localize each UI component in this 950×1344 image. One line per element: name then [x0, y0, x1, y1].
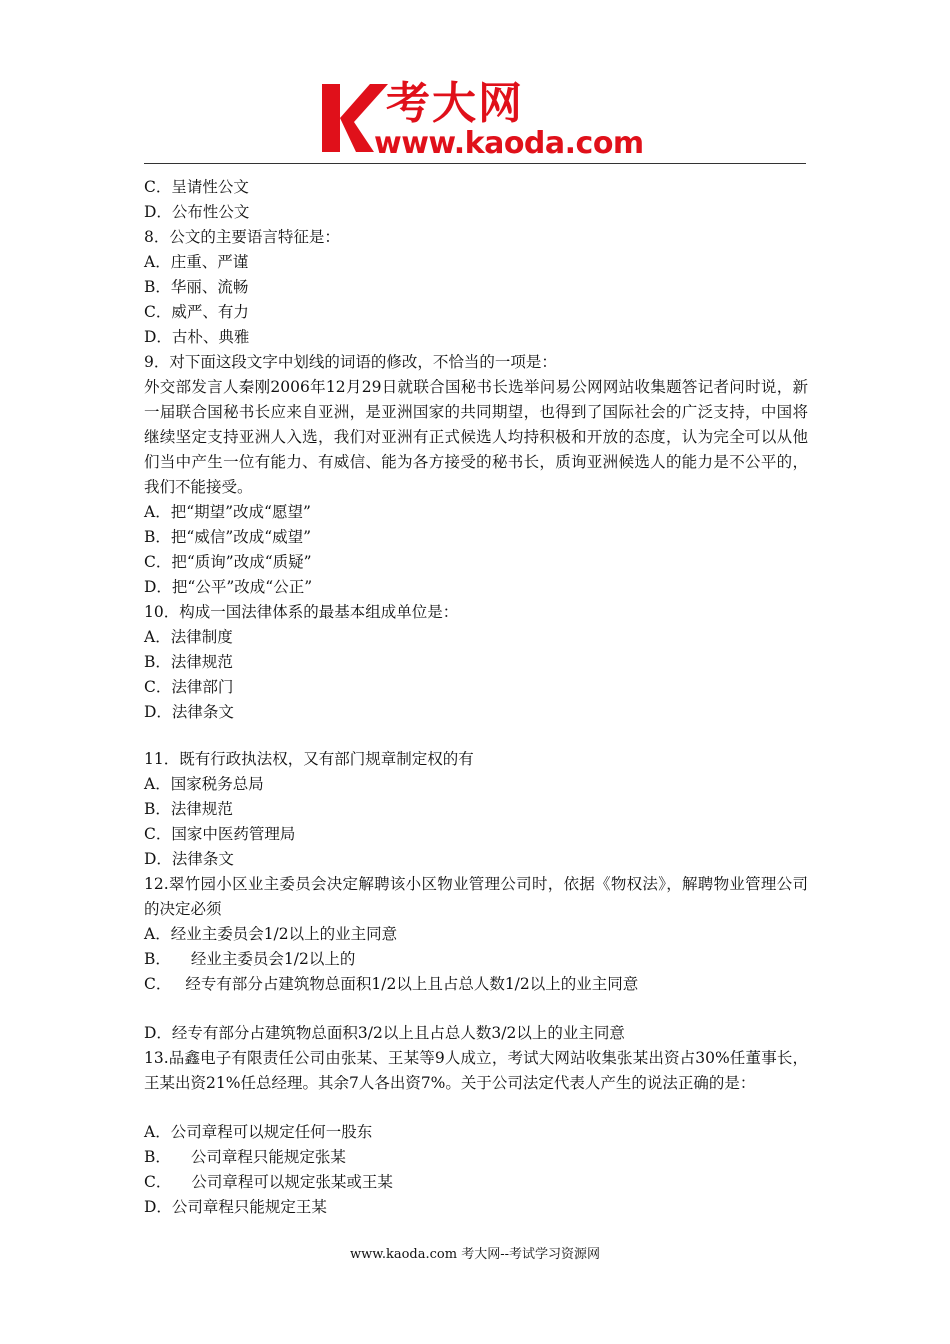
q9-passage: 外交部发言人秦刚2006年12月29日就联合国秘书长选举问易公网网站收集题答记者问时说，新一届联合国秘书长应来自亚洲，是亚洲国家的共同期望，也得到了国际社会的广泛支持，中国将继续坚定支持亚洲人入选，我们对亚洲有正式候选人均持积极和开放的态度，认为完全可以从他们当中产生一位有能力、有威信、能为各方接受的秘书长，质询亚洲候选人的能力是不公平的，我们不能接受。	[144, 378, 808, 496]
logo-chinese-name: 考大网	[386, 78, 524, 129]
kaoda-logo	[318, 78, 648, 160]
blank-line	[144, 725, 808, 747]
q9-option-b: B．把“威信”改成“威望”	[144, 528, 312, 546]
question-8: 8．公文的主要语言特征是：	[144, 228, 340, 246]
document-body	[144, 175, 808, 1220]
q13-option-b	[144, 1145, 808, 1170]
q12-option-b	[144, 947, 808, 972]
logo-url: www.kaoda.com	[374, 126, 644, 161]
q11-option-d: D．法律条文	[144, 850, 234, 868]
q9-option-a: A．把“期望”改成“愿望”	[144, 503, 311, 521]
question-10: 10．构成一国法律体系的最基本组成单位是：	[144, 603, 459, 621]
q8-option-a: A．庄重、严谨	[144, 253, 249, 271]
q13-option-b-text: 公司章程只能规定张某	[190, 1148, 346, 1166]
q12-option-a: A．经业主委员会1/2以上的业主同意	[144, 925, 398, 943]
q11-option-a: A．国家税务总局	[144, 775, 264, 793]
q13-option-c	[144, 1170, 808, 1195]
q10-option-d: D．法律条文	[144, 703, 234, 721]
q13-option-c-text: 公司章程可以规定张某或王某	[191, 1173, 393, 1191]
q8-option-d: D．古朴、典雅	[144, 328, 250, 346]
q9-option-c: C．把“质询”改成“质疑”	[144, 553, 312, 571]
q8-option-c: C．威严、有力	[144, 303, 249, 321]
question-12: 12.翠竹园小区业主委员会决定解聘该小区物业管理公司时，依据《物权法》，解聘物业管理公司的决定必须	[144, 875, 808, 918]
question-9: 9．对下面这段文字中划线的词语的修改，不恰当的一项是：	[144, 353, 557, 371]
q13-option-d: D．公司章程只能规定王某	[144, 1198, 327, 1216]
q11-option-c: C．国家中医药管理局	[144, 825, 296, 843]
q12-option-c-letter: C．	[144, 975, 172, 993]
q12-option-c	[144, 972, 808, 997]
q8-option-b: B．华丽、流畅	[144, 278, 249, 296]
page-footer: www.kaoda.com 考大网--考试学习资源网	[350, 1247, 600, 1262]
q12-option-b-text: 经业主委员会1/2以上的	[190, 950, 356, 968]
blank-line	[144, 1096, 808, 1120]
q10-option-a: A．法律制度	[144, 628, 233, 646]
question-11: 11．既有行政执法权，又有部门规章制定权的有	[144, 750, 474, 768]
q12-option-d: D．经专有部分占建筑物总面积3/2以上且占总人数3/2以上的业主同意	[144, 1024, 625, 1042]
q9-option-d: D．把“公平”改成“公正”	[144, 578, 313, 596]
q10-option-c: C．法律部门	[144, 678, 234, 696]
q12-option-c-text: 经专有部分占建筑物总面积1/2以上且占总人数1/2以上的业主同意	[185, 975, 639, 993]
q12-option-b-letter: B．	[144, 950, 171, 968]
q13-option-a: A．公司章程可以规定任何一股东	[144, 1123, 373, 1141]
q10-option-b: B．法律规范	[144, 653, 233, 671]
q13-option-c-letter: C．	[144, 1173, 172, 1191]
q11-option-b: B．法律规范	[144, 800, 233, 818]
option-d: D．公布性公文	[144, 203, 250, 221]
q13-option-b-letter: B．	[144, 1148, 171, 1166]
header-divider	[144, 163, 806, 164]
option-c: C．呈请性公文	[144, 178, 249, 196]
blank-line	[144, 997, 808, 1021]
question-13: 13.品鑫电子有限责任公司由张某、王某等9人成立，考试大网站收集张某出资占30%任董事长，王某出资21%任总经理。其余7人各出资7%。关于公司法定代表人产生的说法正确的是：	[144, 1049, 808, 1092]
